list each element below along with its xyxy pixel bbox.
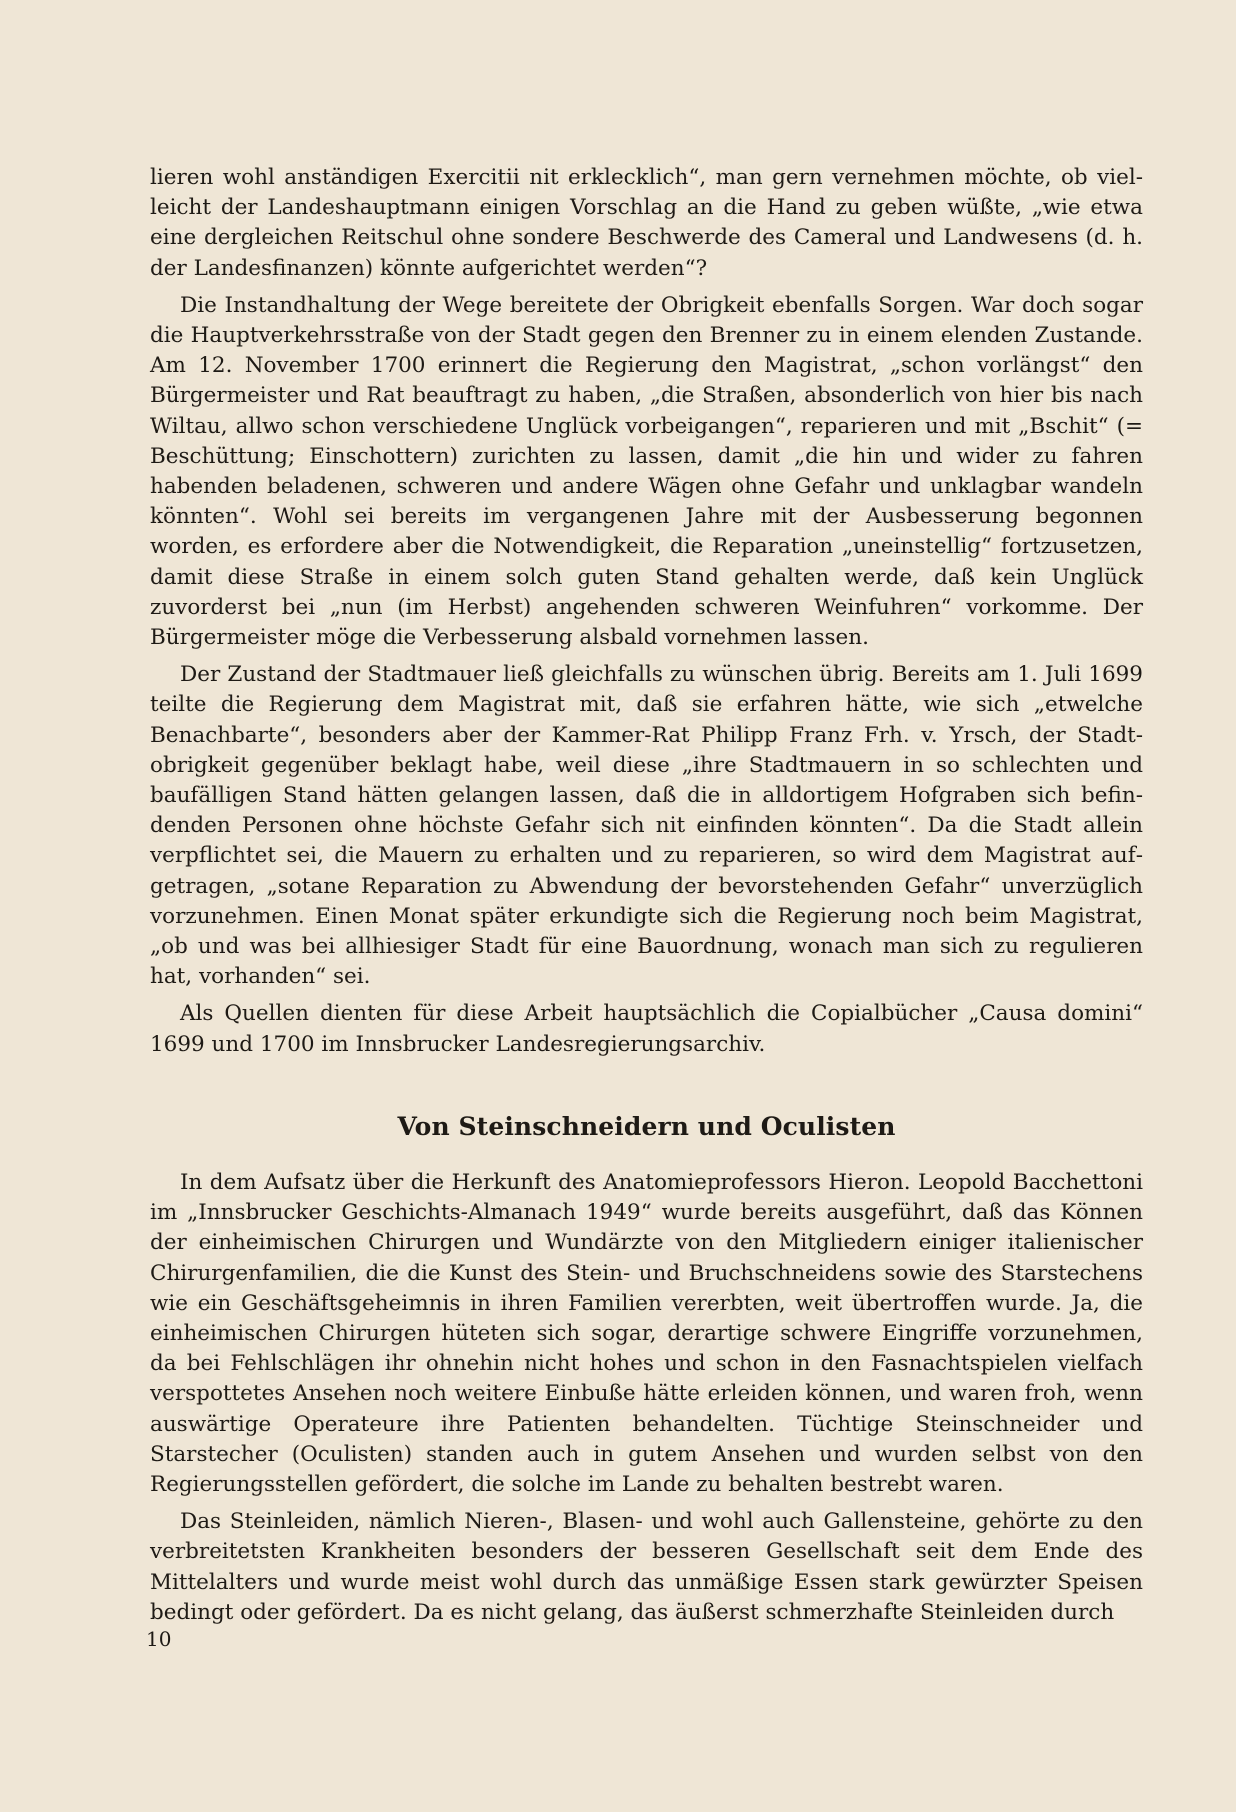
paragraph-aufsatz: In dem Aufsatz über die Herkunft des Anatomieprofessors Hieron. Leopold Bacchettoni im „Innsbrucker Geschichts-Almanach 1949“ wurde bereits ausgeführt, daß das Können der einheimischen Chirurgen und Wundärzte von den Mitgliedern einiger italienischer Chirurgenfamilien, die die Kunst des Stein- und Bruchschneidens sowie des Starstechens wie ein Geschäftsgeheimnis in ihren Familien vererbten, weit übertroffen wurde. Ja, die einheimischen Chirurgen hüteten sich sogar, derartige schwere Eingriffe vorzunehmen, da bei Fehlschlägen ihr ohnehin nicht hohes und schon in den Fasnachtspielen vielfach verspottetes Ansehen noch weitere Einbuße hätte erleiden können, und waren froh, wenn auswärtige Operateure ihre Patienten behandelten. Tüchtige Steinschneider und Starstecher (Oculisten) standen auch in gutem Ansehen und wurden selbst von den Regierungsstellen gefördert, die solche im Lande zu behalten bestrebt waren. (150, 1169, 1143, 1497)
paragraph-reitschul: lieren wohl anständigen Exercitii nit erklecklich“, man gern vernehmen möchte, ob vielleicht der Landeshauptmann einigen Vorschlag an die Hand zu geben wüßte, „wie etwa eine dergleichen Reitschul ohne sondere Beschwerde des Cameral und Landwesens (d. h. der Landesfinanzen) könnte aufgerichtet werden“? (150, 165, 1143, 281)
paragraph-steinleiden: Das Steinleiden, nämlich Nieren-, Blasen- und wohl auch Gallensteine, gehörte zu den verbreitetsten Krankheiten besonders der besseren Gesellschaft seit dem Ende des Mittelalters und wurde meist wohl durch das unmäßige Essen stark gewürzter Speisen bedingt oder gefördert. Da es nicht gelang, das äußerst schmerzhafte Steinleiden durch (150, 1509, 1143, 1625)
section-heading: Von Steinschneidern und Oculisten (397, 1111, 896, 1141)
paragraph-wege: Die Instandhaltung der Wege bereitete der Obrigkeit ebenfalls Sorgen. War doch sogar die Hauptverkehrsstraße von der Stadt gegen den Brenner zu in einem elenden Zustande. Am 12. November 1700 erinnert die Regierung den Magistrat, „schon vorlängst“ den Bürgermeister und Rat beauftragt zu haben, „die Straßen, absonderlich von hier bis nach Wiltau, allwo schon verschiedene Unglück vorbeigangen“, reparieren und mit „Bschit“ (= Beschüttung; Einschottern) zurichten zu lassen, damit „die hin und wider zu fahren habenden beladenen, schweren und andere Wägen ohne Gefahr und unklagbar wandeln könnten“. Wohl sei bereits im vergangenen Jahre mit der Ausbesserung begonnen worden, es erfordere aber die Notwendigkeit, die Reparation „uneinstellig“ fortzusetzen, damit diese Straße in einem solch guten Stand gehalten werde, daß kein Unglück zuvorderst bei „nun (im Herbst) angehenden schweren Weinfuhren“ vorkomme. Der Bürgermeister möge die Verbesserung alsbald vornehmen lassen. (150, 292, 1143, 651)
paragraph-stadtmauer: Der Zustand der Stadtmauer ließ gleichfalls zu wünschen übrig. Bereits am 1. Juli 1699 teilte die Regierung dem Magistrat mit, daß sie erfahren hätte, wie sich „etwelche Benachbarte“, besonders aber der Kammer-Rat Philipp Franz Frh. v. Yrsch, der Stadtobrigkeit gegenüber beklagt habe, weil diese „ihre Stadtmauern in so schlechten und baufälligen Stand hätten gelangen lassen, daß die in alldortigem Hofgraben sich befindenden Personen ohne höchste Gefahr sich nit einfinden könnten“. Da die Stadt allein verpflichtet sei, die Mauern zu erhalten und zu reparieren, so wird dem Magistrat aufgetragen, „sotane Reparation zu Abwendung der bevorstehenden Gefahr“ unverzüglich vorzunehmen. Einen Monat später erkundigte sich die Regierung noch beim Magistrat, „ob und was bei allhiesiger Stadt für eine Bauordnung, wonach man sich zu regulieren hat, vorhanden“ sei. (150, 662, 1143, 990)
page-body (150, 163, 1143, 1628)
page-number: 10 (146, 1627, 172, 1651)
paragraph-quellen: Als Quellen dienten für diese Arbeit hauptsächlich die Copialbücher „Causa domini“ 1699 und 1700 im Innsbrucker Landesregierungsarchiv. (150, 1001, 1143, 1057)
